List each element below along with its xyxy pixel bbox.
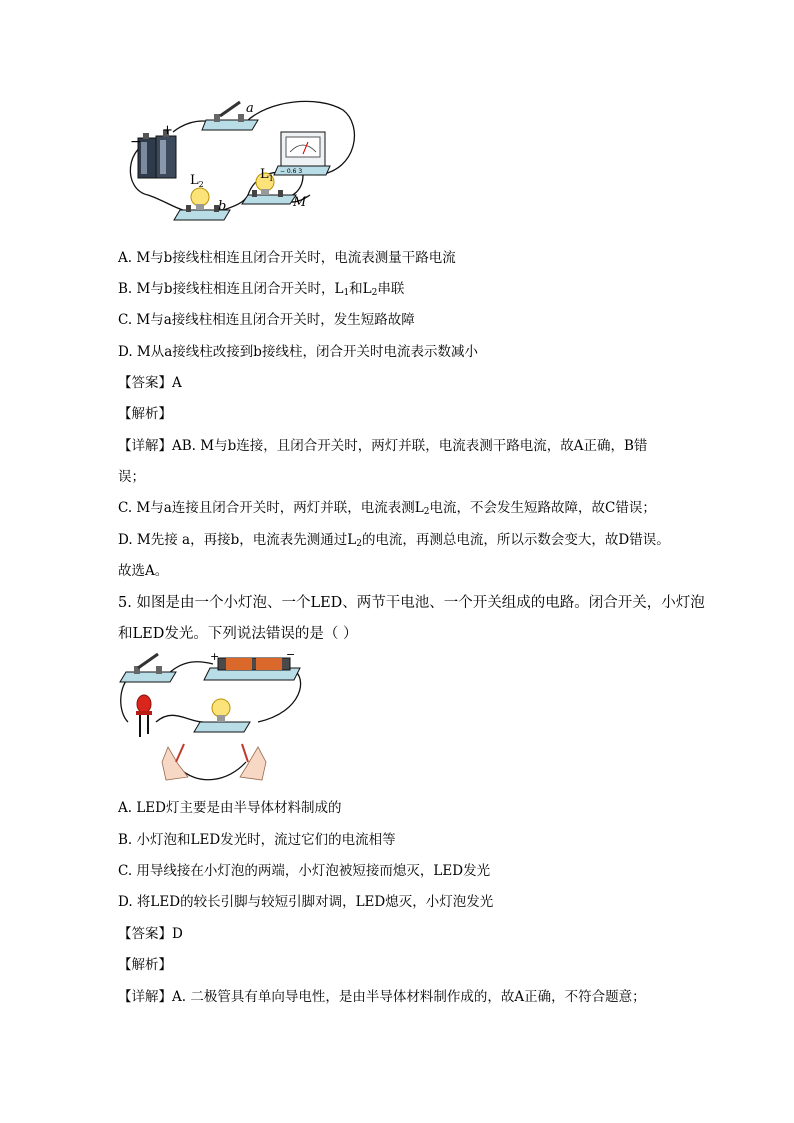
q5-option-d: D. 将LED的较长引脚与较短引脚对调，LED熄灭，小灯泡发光 — [118, 894, 494, 910]
q4-option-d: D. M从a接线柱改接到b接线柱，闭合开关时电流表示数减小 — [118, 344, 478, 360]
q4-analysis-title: 【解析】 — [118, 406, 172, 422]
q4-option-a: A. M与b接线柱相连且闭合开关时，电流表测量干路电流 — [118, 250, 456, 266]
wire — [121, 676, 130, 722]
bulb-icon — [194, 699, 250, 732]
led-icon — [136, 695, 152, 737]
q5-answer: 【答案】D — [118, 926, 183, 942]
circuit-figure-2 — [118, 652, 303, 787]
q5-option-b: B. 小灯泡和LED发光时，流过它们的电流相等 — [118, 832, 396, 848]
q5-option-c: C. 用导线接在小灯泡的两端，小灯泡被短接而熄灭，LED发光 — [118, 863, 491, 879]
wire — [156, 715, 203, 722]
q4-detail-line-5: 故选A。 — [118, 563, 169, 579]
q5-analysis-title: 【解析】 — [118, 957, 172, 973]
q4-option-c: C. M与a接线柱相连且闭合开关时，发生短路故障 — [118, 312, 415, 328]
battery-plus-label: + — [162, 123, 173, 138]
hands-with-probes-icon — [162, 744, 266, 780]
q5-stem-line-2: 和LED发光。下列说法错误的是（ ） — [118, 626, 358, 642]
battery-plus-label: + — [210, 652, 220, 663]
q4-detail-line-4: D. M先接 a，再接b，电流表先测通过$L_2$的电流，再测总电流，所以示数会变大，故D错误。 — [118, 532, 670, 549]
q4-detail-line-2: 误； — [118, 469, 145, 485]
switch-icon — [120, 654, 176, 682]
ammeter-terminals: − 0.6 3 — [280, 168, 303, 175]
q4-detail-line-3: C. M与a连接且闭合开关时，两灯并联，电流表测$L_2$电流，不会发生短路故障，故C错误； — [118, 500, 656, 517]
q5-option-a: A. LED灯主要是由半导体材料制成的 — [118, 800, 342, 816]
terminal-a-label: a — [246, 101, 254, 116]
label-L2: $L_2$ — [190, 173, 204, 189]
terminal-b-label: b — [218, 199, 227, 214]
label-L1: $L_1$ — [260, 167, 274, 183]
battery-minus-label: − — [130, 134, 142, 150]
q4-option-b: B. M与b接线柱相连且闭合开关时，$L_1$和$L_2$串联 — [118, 281, 405, 298]
q5-stem-line-1: 5. 如图是由一个小灯泡、一个LED、两节干电池、一个开关组成的电路。闭合开关，小灯泡 — [118, 595, 705, 611]
circuit-figure-1 — [118, 100, 363, 225]
battery-minus-label: − — [286, 652, 296, 661]
q4-answer: 【答案】A — [118, 375, 182, 391]
q5-detail-line-1: 【详解】A. 二极管具有单向导电性，是由半导体材料制作成的，故A正确，不符合题意； — [118, 989, 646, 1005]
wire-M-label: M — [293, 195, 307, 210]
q4-detail-line-1: 【详解】AB. M与b连接，且闭合开关时，两灯并联，电流表测干路电流，故A正确，B错 — [118, 438, 648, 454]
